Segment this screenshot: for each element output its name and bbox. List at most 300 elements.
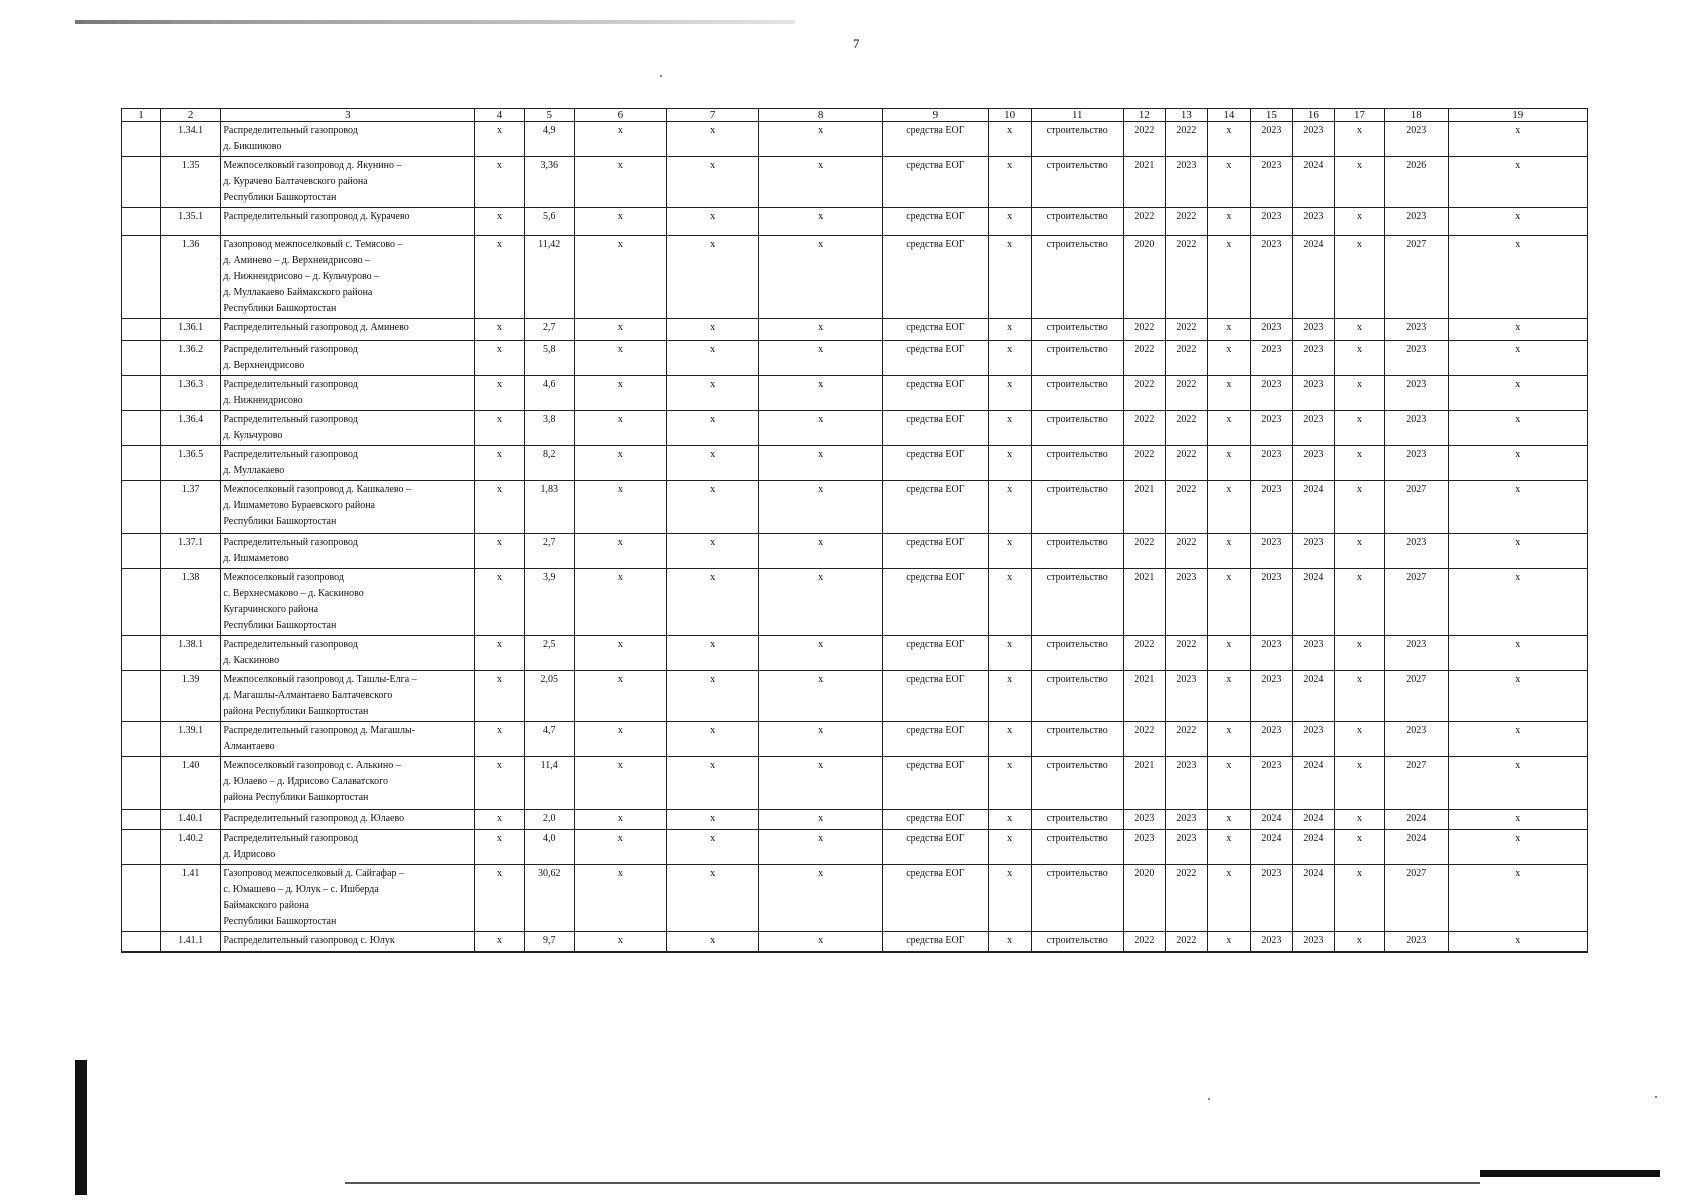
column-number-header: 17	[1334, 109, 1384, 122]
object-name-line: Распределительный газопровод	[223, 639, 358, 650]
object-name-cell	[221, 122, 475, 157]
funding-source-cell: средства ЕОГ	[883, 830, 989, 865]
column-10-cell: x	[988, 671, 1031, 722]
funding-source-cell: средства ЕОГ	[883, 481, 989, 534]
row-index-cell	[122, 865, 161, 932]
row-number-cell: 1.36	[160, 236, 220, 319]
column-4-cell: x	[475, 122, 524, 157]
work-type-cell: строительство	[1031, 376, 1123, 411]
column-19-cell: x	[1448, 411, 1587, 446]
column-19-cell: x	[1448, 722, 1587, 757]
year-18-cell: 2026	[1385, 157, 1449, 208]
column-14-cell: x	[1207, 157, 1250, 208]
column-6-cell: x	[574, 319, 666, 341]
funding-source-cell: средства ЕОГ	[883, 932, 989, 952]
column-17-cell: x	[1334, 341, 1384, 376]
year-16-cell: 2023	[1292, 376, 1334, 411]
year-16-cell: 2023	[1292, 446, 1334, 481]
column-10-cell: x	[988, 865, 1031, 932]
object-name-cell	[221, 830, 475, 865]
year-15-cell: 2023	[1250, 481, 1292, 534]
table-row	[122, 671, 1588, 722]
object-name-cell	[221, 757, 475, 810]
work-type-cell: строительство	[1031, 411, 1123, 446]
object-name-line: Республики Башкортостан	[223, 916, 337, 927]
length-cell: 8,2	[524, 446, 574, 481]
object-name-line: Межпоселковый газопровод с. Алькино –	[223, 760, 401, 771]
table-row	[122, 865, 1588, 932]
row-index-cell	[122, 208, 161, 236]
row-number-cell: 1.36.5	[160, 446, 220, 481]
year-15-cell: 2024	[1250, 810, 1292, 830]
funding-source-cell: средства ЕОГ	[883, 865, 989, 932]
column-8-cell: x	[759, 208, 883, 236]
object-name-line: Распределительный газопровод	[223, 414, 358, 425]
object-name-line: д. Магашлы-Алмантаево Балтачевского	[223, 690, 393, 701]
column-8-cell: x	[759, 157, 883, 208]
object-name-cell	[221, 481, 475, 534]
page-number: 7	[853, 36, 860, 51]
length-cell: 3,36	[524, 157, 574, 208]
year-15-cell: 2023	[1250, 208, 1292, 236]
year-18-cell: 2023	[1385, 341, 1449, 376]
object-name-line: Распределительный газопровод д. Юлаево	[223, 813, 405, 824]
length-cell: 4,7	[524, 722, 574, 757]
year-13-cell: 2022	[1165, 341, 1207, 376]
funding-source-cell: средства ЕОГ	[883, 810, 989, 830]
work-type-cell: строительство	[1031, 446, 1123, 481]
row-number-cell: 1.36.3	[160, 376, 220, 411]
object-name-line: д. Нижнеидрисово – д. Кульчурово –	[223, 271, 380, 282]
scan-edge-bottom	[345, 1182, 1480, 1184]
length-cell: 5,6	[524, 208, 574, 236]
column-8-cell: x	[759, 446, 883, 481]
length-cell: 2,7	[524, 534, 574, 569]
object-name-line: д. Муллакаево	[223, 465, 285, 476]
year-16-cell: 2024	[1292, 157, 1334, 208]
row-number-cell: 1.36.4	[160, 411, 220, 446]
year-13-cell: 2022	[1165, 411, 1207, 446]
column-17-cell: x	[1334, 636, 1384, 671]
work-type-cell: строительство	[1031, 757, 1123, 810]
row-number-cell: 1.36.2	[160, 341, 220, 376]
object-name-line: Кугарчинского района	[223, 604, 319, 615]
table-row	[122, 376, 1588, 411]
column-8-cell: x	[759, 722, 883, 757]
year-12-cell: 2022	[1123, 376, 1165, 411]
object-name-line: д. Бикшиково	[223, 141, 282, 152]
column-10-cell: x	[988, 757, 1031, 810]
column-14-cell: x	[1207, 122, 1250, 157]
column-4-cell: x	[475, 376, 524, 411]
column-6-cell: x	[574, 157, 666, 208]
scan-edge-left	[75, 1060, 87, 1195]
column-10-cell: x	[988, 446, 1031, 481]
column-7-cell: x	[666, 157, 758, 208]
column-7-cell: x	[666, 757, 758, 810]
object-name-cell	[221, 636, 475, 671]
year-18-cell: 2027	[1385, 671, 1449, 722]
column-17-cell: x	[1334, 376, 1384, 411]
column-7-cell: x	[666, 830, 758, 865]
length-cell: 1,83	[524, 481, 574, 534]
column-19-cell: x	[1448, 757, 1587, 810]
funding-source-cell: средства ЕОГ	[883, 722, 989, 757]
column-17-cell: x	[1334, 569, 1384, 636]
column-4-cell: x	[475, 830, 524, 865]
year-15-cell: 2023	[1250, 722, 1292, 757]
length-cell: 4,6	[524, 376, 574, 411]
column-4-cell: x	[475, 481, 524, 534]
column-19-cell: x	[1448, 481, 1587, 534]
row-number-cell: 1.39.1	[160, 722, 220, 757]
row-index-cell	[122, 636, 161, 671]
column-4-cell: x	[475, 757, 524, 810]
column-8-cell: x	[759, 932, 883, 952]
year-13-cell: 2022	[1165, 376, 1207, 411]
length-cell: 11,4	[524, 757, 574, 810]
column-number-header: 12	[1123, 109, 1165, 122]
column-8-cell: x	[759, 534, 883, 569]
column-14-cell: x	[1207, 865, 1250, 932]
column-8-cell: x	[759, 319, 883, 341]
column-8-cell: x	[759, 865, 883, 932]
column-19-cell: x	[1448, 319, 1587, 341]
object-name-line: д. Кульчурово	[223, 430, 283, 441]
year-13-cell: 2022	[1165, 122, 1207, 157]
gas-pipeline-table	[121, 108, 1588, 953]
year-12-cell: 2022	[1123, 411, 1165, 446]
column-number-header: 9	[883, 109, 989, 122]
column-19-cell: x	[1448, 636, 1587, 671]
column-10-cell: x	[988, 481, 1031, 534]
year-18-cell: 2027	[1385, 481, 1449, 534]
column-17-cell: x	[1334, 671, 1384, 722]
column-17-cell: x	[1334, 932, 1384, 952]
object-name-line: района Республики Башкортостан	[223, 792, 369, 803]
length-cell: 2,5	[524, 636, 574, 671]
object-name-cell	[221, 810, 475, 830]
year-16-cell: 2023	[1292, 534, 1334, 569]
year-18-cell: 2024	[1385, 830, 1449, 865]
column-17-cell: x	[1334, 757, 1384, 810]
column-10-cell: x	[988, 319, 1031, 341]
year-18-cell: 2023	[1385, 122, 1449, 157]
column-7-cell: x	[666, 722, 758, 757]
column-6-cell: x	[574, 932, 666, 952]
year-12-cell: 2022	[1123, 319, 1165, 341]
column-10-cell: x	[988, 534, 1031, 569]
column-8-cell: x	[759, 830, 883, 865]
year-13-cell: 2022	[1165, 932, 1207, 952]
year-18-cell: 2027	[1385, 757, 1449, 810]
object-name-line: Межпоселковый газопровод д. Якунино –	[223, 160, 402, 171]
column-7-cell: x	[666, 122, 758, 157]
object-name-line: Распределительный газопровод	[223, 833, 358, 844]
year-16-cell: 2024	[1292, 830, 1334, 865]
row-number-cell: 1.40.1	[160, 810, 220, 830]
year-12-cell: 2022	[1123, 636, 1165, 671]
year-13-cell: 2023	[1165, 830, 1207, 865]
year-12-cell: 2021	[1123, 569, 1165, 636]
row-number-cell: 1.35.1	[160, 208, 220, 236]
column-19-cell: x	[1448, 569, 1587, 636]
object-name-cell	[221, 569, 475, 636]
year-15-cell: 2023	[1250, 757, 1292, 810]
year-13-cell: 2022	[1165, 319, 1207, 341]
column-6-cell: x	[574, 636, 666, 671]
year-16-cell: 2023	[1292, 411, 1334, 446]
column-17-cell: x	[1334, 157, 1384, 208]
object-name-cell	[221, 932, 475, 952]
column-19-cell: x	[1448, 865, 1587, 932]
column-8-cell: x	[759, 636, 883, 671]
column-14-cell: x	[1207, 376, 1250, 411]
year-16-cell: 2024	[1292, 236, 1334, 319]
object-name-line: д. Каскиново	[223, 655, 280, 666]
object-name-cell	[221, 534, 475, 569]
year-15-cell: 2023	[1250, 932, 1292, 952]
row-index-cell	[122, 810, 161, 830]
row-index-cell	[122, 446, 161, 481]
funding-source-cell: средства ЕОГ	[883, 341, 989, 376]
year-12-cell: 2022	[1123, 122, 1165, 157]
work-type-cell: строительство	[1031, 830, 1123, 865]
row-index-cell	[122, 722, 161, 757]
length-cell: 2,0	[524, 810, 574, 830]
column-10-cell: x	[988, 208, 1031, 236]
year-18-cell: 2023	[1385, 534, 1449, 569]
length-cell: 5,8	[524, 341, 574, 376]
column-7-cell: x	[666, 411, 758, 446]
year-12-cell: 2021	[1123, 757, 1165, 810]
column-number-header: 2	[160, 109, 220, 122]
column-14-cell: x	[1207, 208, 1250, 236]
year-18-cell: 2027	[1385, 865, 1449, 932]
column-10-cell: x	[988, 122, 1031, 157]
column-19-cell: x	[1448, 236, 1587, 319]
column-6-cell: x	[574, 122, 666, 157]
year-13-cell: 2022	[1165, 446, 1207, 481]
row-index-cell	[122, 757, 161, 810]
year-13-cell: 2023	[1165, 810, 1207, 830]
column-8-cell: x	[759, 671, 883, 722]
object-name-line: д. Нижнеидрисово	[223, 395, 303, 406]
funding-source-cell: средства ЕОГ	[883, 446, 989, 481]
column-17-cell: x	[1334, 122, 1384, 157]
column-14-cell: x	[1207, 830, 1250, 865]
column-7-cell: x	[666, 208, 758, 236]
column-10-cell: x	[988, 157, 1031, 208]
column-4-cell: x	[475, 157, 524, 208]
year-18-cell: 2023	[1385, 208, 1449, 236]
scan-edge-right	[1480, 1170, 1660, 1177]
year-16-cell: 2023	[1292, 932, 1334, 952]
column-7-cell: x	[666, 932, 758, 952]
column-19-cell: x	[1448, 932, 1587, 952]
length-cell: 3,8	[524, 411, 574, 446]
year-15-cell: 2023	[1250, 319, 1292, 341]
column-number-header: 14	[1207, 109, 1250, 122]
year-13-cell: 2022	[1165, 865, 1207, 932]
year-16-cell: 2023	[1292, 341, 1334, 376]
object-name-line: Распределительный газопровод	[223, 537, 358, 548]
column-8-cell: x	[759, 569, 883, 636]
row-index-cell	[122, 534, 161, 569]
table-row	[122, 534, 1588, 569]
table-row	[122, 757, 1588, 810]
table-row	[122, 722, 1588, 757]
column-14-cell: x	[1207, 671, 1250, 722]
year-16-cell: 2024	[1292, 481, 1334, 534]
column-10-cell: x	[988, 376, 1031, 411]
work-type-cell: строительство	[1031, 865, 1123, 932]
column-6-cell: x	[574, 481, 666, 534]
year-18-cell: 2024	[1385, 810, 1449, 830]
object-name-line: д. Аминево – д. Верхнеидрисово –	[223, 255, 371, 266]
column-14-cell: x	[1207, 319, 1250, 341]
object-name-cell	[221, 722, 475, 757]
column-number-header: 1	[122, 109, 161, 122]
year-18-cell: 2027	[1385, 569, 1449, 636]
object-name-cell	[221, 341, 475, 376]
column-7-cell: x	[666, 865, 758, 932]
column-19-cell: x	[1448, 208, 1587, 236]
funding-source-cell: средства ЕОГ	[883, 757, 989, 810]
year-15-cell: 2023	[1250, 569, 1292, 636]
column-14-cell: x	[1207, 569, 1250, 636]
year-16-cell: 2024	[1292, 671, 1334, 722]
column-number-header: 19	[1448, 109, 1587, 122]
work-type-cell: строительство	[1031, 236, 1123, 319]
table-row	[122, 236, 1588, 319]
year-12-cell: 2020	[1123, 236, 1165, 319]
row-number-cell: 1.38	[160, 569, 220, 636]
column-10-cell: x	[988, 810, 1031, 830]
scan-edge-top	[75, 20, 795, 24]
row-number-cell: 1.41.1	[160, 932, 220, 952]
object-name-line: Баймакского района	[223, 900, 309, 911]
object-name-line: Межпоселковый газопровод д. Ташлы-Елга –	[223, 674, 417, 685]
work-type-cell: строительство	[1031, 671, 1123, 722]
column-4-cell: x	[475, 722, 524, 757]
year-15-cell: 2023	[1250, 236, 1292, 319]
year-13-cell: 2022	[1165, 208, 1207, 236]
column-4-cell: x	[475, 319, 524, 341]
year-15-cell: 2023	[1250, 376, 1292, 411]
column-6-cell: x	[574, 534, 666, 569]
column-number-row	[122, 109, 1588, 122]
column-10-cell: x	[988, 411, 1031, 446]
work-type-cell: строительство	[1031, 722, 1123, 757]
column-number-header: 16	[1292, 109, 1334, 122]
object-name-cell	[221, 236, 475, 319]
table-row	[122, 411, 1588, 446]
column-14-cell: x	[1207, 932, 1250, 952]
year-18-cell: 2023	[1385, 932, 1449, 952]
row-index-cell	[122, 157, 161, 208]
year-12-cell: 2021	[1123, 157, 1165, 208]
column-17-cell: x	[1334, 446, 1384, 481]
column-4-cell: x	[475, 446, 524, 481]
work-type-cell: строительство	[1031, 341, 1123, 376]
column-number-header: 11	[1031, 109, 1123, 122]
funding-source-cell: средства ЕОГ	[883, 208, 989, 236]
column-17-cell: x	[1334, 830, 1384, 865]
table-row	[122, 208, 1588, 236]
year-13-cell: 2022	[1165, 236, 1207, 319]
column-number-header: 10	[988, 109, 1031, 122]
table-row	[122, 341, 1588, 376]
funding-source-cell: средства ЕОГ	[883, 534, 989, 569]
column-19-cell: x	[1448, 671, 1587, 722]
length-cell: 11,42	[524, 236, 574, 319]
column-17-cell: x	[1334, 534, 1384, 569]
table-row	[122, 157, 1588, 208]
year-15-cell: 2023	[1250, 411, 1292, 446]
funding-source-cell: средства ЕОГ	[883, 236, 989, 319]
year-16-cell: 2024	[1292, 810, 1334, 830]
column-number-header: 5	[524, 109, 574, 122]
column-14-cell: x	[1207, 411, 1250, 446]
table-row	[122, 319, 1588, 341]
column-4-cell: x	[475, 671, 524, 722]
column-14-cell: x	[1207, 341, 1250, 376]
work-type-cell: строительство	[1031, 319, 1123, 341]
object-name-line: д. Муллакаево Баймакского района	[223, 287, 373, 298]
year-12-cell: 2022	[1123, 341, 1165, 376]
scan-speck	[660, 75, 662, 77]
table-row	[122, 122, 1588, 157]
year-12-cell: 2022	[1123, 446, 1165, 481]
column-6-cell: x	[574, 376, 666, 411]
column-17-cell: x	[1334, 865, 1384, 932]
length-cell: 2,7	[524, 319, 574, 341]
column-17-cell: x	[1334, 236, 1384, 319]
column-8-cell: x	[759, 376, 883, 411]
funding-source-cell: средства ЕОГ	[883, 671, 989, 722]
object-name-cell	[221, 865, 475, 932]
year-12-cell: 2020	[1123, 865, 1165, 932]
object-name-line: д. Юлаево – д. Идрисово Салаватского	[223, 776, 388, 787]
object-name-line: с. Юмашево – д. Юлук – с. Ишберда	[223, 884, 379, 895]
year-16-cell: 2024	[1292, 865, 1334, 932]
object-name-line: Республики Башкортостан	[223, 303, 337, 314]
row-index-cell	[122, 376, 161, 411]
column-19-cell: x	[1448, 446, 1587, 481]
year-18-cell: 2023	[1385, 722, 1449, 757]
row-index-cell	[122, 830, 161, 865]
column-6-cell: x	[574, 208, 666, 236]
object-name-line: Республики Башкортостан	[223, 192, 337, 203]
year-16-cell: 2023	[1292, 319, 1334, 341]
year-18-cell: 2023	[1385, 319, 1449, 341]
work-type-cell: строительство	[1031, 534, 1123, 569]
funding-source-cell: средства ЕОГ	[883, 411, 989, 446]
year-12-cell: 2023	[1123, 810, 1165, 830]
column-17-cell: x	[1334, 319, 1384, 341]
object-name-line: д. Идрисово	[223, 849, 276, 860]
column-7-cell: x	[666, 534, 758, 569]
year-12-cell: 2021	[1123, 481, 1165, 534]
column-17-cell: x	[1334, 208, 1384, 236]
column-6-cell: x	[574, 236, 666, 319]
object-name-line: д. Верхнеидрисово	[223, 360, 305, 371]
column-14-cell: x	[1207, 236, 1250, 319]
column-8-cell: x	[759, 810, 883, 830]
column-7-cell: x	[666, 569, 758, 636]
year-13-cell: 2023	[1165, 157, 1207, 208]
